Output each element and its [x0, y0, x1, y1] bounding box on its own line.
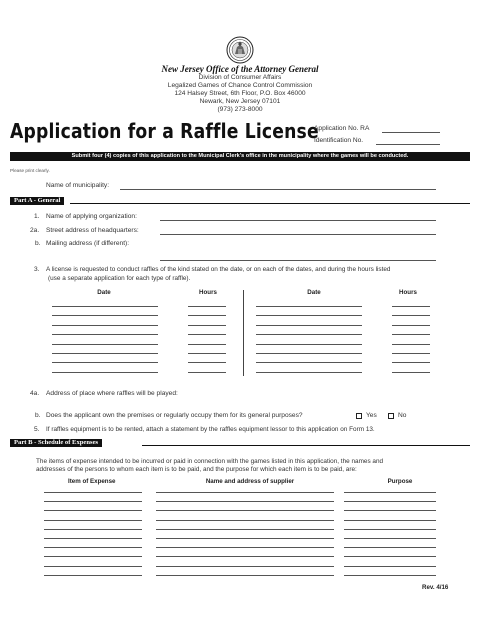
yes-checkbox[interactable]	[356, 413, 362, 419]
application-no-field[interactable]	[382, 132, 440, 133]
form-title: Application for a Raffle License	[10, 119, 319, 143]
hours-field[interactable]	[188, 334, 226, 335]
part-b-intro-line1: The items of expense intended to be incurred or paid in connection with the games listed in this application, the names and	[36, 458, 384, 465]
organization-name-field[interactable]	[160, 220, 436, 221]
part-b-header: Part B - Schedule of Expenses	[10, 439, 102, 447]
purpose-field[interactable]	[344, 547, 436, 548]
date-field[interactable]	[256, 372, 362, 373]
date-field[interactable]	[256, 315, 362, 316]
purpose-field[interactable]	[344, 566, 436, 567]
municipality-label: Name of municipality:	[46, 182, 110, 189]
purpose-field[interactable]	[344, 510, 436, 511]
date-field[interactable]	[256, 306, 362, 307]
no-checkbox[interactable]	[388, 413, 394, 419]
date-field[interactable]	[52, 353, 158, 354]
supplier-field[interactable]	[156, 566, 334, 567]
q2b-number: b.	[35, 240, 41, 247]
hours-field[interactable]	[392, 315, 430, 316]
part-b-rule	[142, 445, 470, 446]
agency-name: New Jersey Office of the Attorney General	[161, 64, 319, 74]
print-note: Please print clearly.	[10, 168, 50, 173]
date-field[interactable]	[52, 372, 158, 373]
expense-item-field[interactable]	[44, 538, 142, 539]
date-field[interactable]	[52, 306, 158, 307]
expense-item-field[interactable]	[44, 575, 142, 576]
identification-no-label: Identification No.	[314, 137, 364, 144]
submit-instructions-banner: Submit four (4) copies of this application to the Municipal Clerk's office in the municipality where the games will be conducted.	[10, 152, 470, 161]
hours-field[interactable]	[188, 344, 226, 345]
hours-field[interactable]	[188, 306, 226, 307]
col-item-of-expense: Item of Expense	[68, 478, 116, 485]
supplier-field[interactable]	[156, 520, 334, 521]
date-field[interactable]	[256, 325, 362, 326]
hq-address-field[interactable]	[160, 234, 436, 235]
col-date-right: Date	[307, 289, 321, 296]
date-field[interactable]	[52, 362, 158, 363]
q5-number: 5.	[34, 426, 40, 433]
hours-field[interactable]	[392, 334, 430, 335]
expense-item-field[interactable]	[44, 547, 142, 548]
q1-label: Name of applying organization:	[46, 213, 137, 220]
purpose-field[interactable]	[344, 501, 436, 502]
state-seal-icon	[226, 36, 254, 64]
col-supplier: Name and address of supplier	[205, 478, 295, 485]
hours-field[interactable]	[188, 315, 226, 316]
q3-number: 3.	[34, 266, 40, 273]
expense-item-field[interactable]	[44, 529, 142, 530]
date-field[interactable]	[52, 325, 158, 326]
supplier-field[interactable]	[156, 575, 334, 576]
date-field[interactable]	[52, 344, 158, 345]
hours-field[interactable]	[392, 325, 430, 326]
part-b-intro-line2: addresses of the persons to whom each item is to be paid, and the purpose for which each item is to be paid, are:	[36, 466, 357, 473]
supplier-field[interactable]	[156, 492, 334, 493]
address-line: 124 Halsey Street, 6th Floor, P.O. Box 46000	[174, 90, 306, 97]
purpose-field[interactable]	[344, 575, 436, 576]
date-field[interactable]	[256, 353, 362, 354]
phone-line: (973) 273-8000	[217, 106, 263, 113]
mailing-address-field[interactable]	[160, 260, 436, 261]
col-hours-right: Hours	[399, 289, 417, 296]
hours-field[interactable]	[392, 362, 430, 363]
purpose-field[interactable]	[344, 520, 436, 521]
date-field[interactable]	[256, 334, 362, 335]
expense-item-field[interactable]	[44, 556, 142, 557]
part-a-header: Part A - General	[10, 197, 64, 205]
yes-label: Yes	[366, 412, 377, 419]
date-field[interactable]	[52, 334, 158, 335]
supplier-field[interactable]	[156, 529, 334, 530]
q4a-number: 4a.	[30, 390, 40, 397]
identification-no-field[interactable]	[376, 144, 440, 145]
supplier-field[interactable]	[156, 556, 334, 557]
hours-field[interactable]	[392, 306, 430, 307]
q2a-number: 2a.	[30, 227, 40, 234]
supplier-field[interactable]	[156, 538, 334, 539]
address-line: Legalized Games of Chance Control Commission	[167, 82, 313, 89]
q3-text-line2: (use a separate application for each type of raffle).	[48, 275, 191, 282]
q1-number: 1.	[34, 213, 40, 220]
col-purpose: Purpose	[387, 478, 413, 485]
hours-field[interactable]	[188, 372, 226, 373]
date-field[interactable]	[256, 362, 362, 363]
q2a-label: Street address of headquarters:	[46, 227, 139, 234]
q5-label: If raffles equipment is to be rented, attach a statement by the raffles equipment lessor to this application on Form 13.	[46, 426, 375, 433]
address-line: Newark, New Jersey 07101	[199, 98, 281, 105]
col-hours-left: Hours	[199, 289, 217, 296]
no-label: No	[398, 412, 407, 419]
col-date-left: Date	[97, 289, 111, 296]
q2b-label: Mailing address (if different):	[46, 240, 130, 247]
supplier-field[interactable]	[156, 547, 334, 548]
purpose-field[interactable]	[344, 529, 436, 530]
expense-item-field[interactable]	[44, 520, 142, 521]
hours-field[interactable]	[188, 353, 226, 354]
application-no-label: Application No. RA	[314, 125, 370, 132]
supplier-field[interactable]	[156, 510, 334, 511]
supplier-field[interactable]	[156, 501, 334, 502]
expense-item-field[interactable]	[44, 501, 142, 502]
expense-item-field[interactable]	[44, 510, 142, 511]
q3-text-line1: A license is requested to conduct raffles of the kind stated on the date, or on each of the dates, and during the hours listed	[46, 266, 391, 273]
q4a-label: Address of place where raffles will be played:	[46, 390, 178, 397]
expense-item-field[interactable]	[44, 492, 142, 493]
q4b-label: Does the applicant own the premises or regularly occupy them for its general purposes?	[46, 412, 303, 419]
part-a-rule	[70, 203, 470, 204]
hours-field[interactable]	[392, 344, 430, 345]
purpose-field[interactable]	[344, 556, 436, 557]
municipality-field[interactable]	[120, 189, 436, 190]
hours-field[interactable]	[392, 372, 430, 373]
expense-item-field[interactable]	[44, 566, 142, 567]
address-line: Division of Consumer Affairs	[198, 74, 282, 81]
q4b-number: b.	[35, 412, 41, 419]
revision-label: Rev. 4/16	[422, 584, 449, 591]
column-divider	[243, 290, 244, 376]
hours-field[interactable]	[188, 325, 226, 326]
hours-field[interactable]	[392, 353, 430, 354]
purpose-field[interactable]	[344, 538, 436, 539]
date-field[interactable]	[256, 344, 362, 345]
date-field[interactable]	[52, 315, 158, 316]
hours-field[interactable]	[188, 362, 226, 363]
purpose-field[interactable]	[344, 492, 436, 493]
